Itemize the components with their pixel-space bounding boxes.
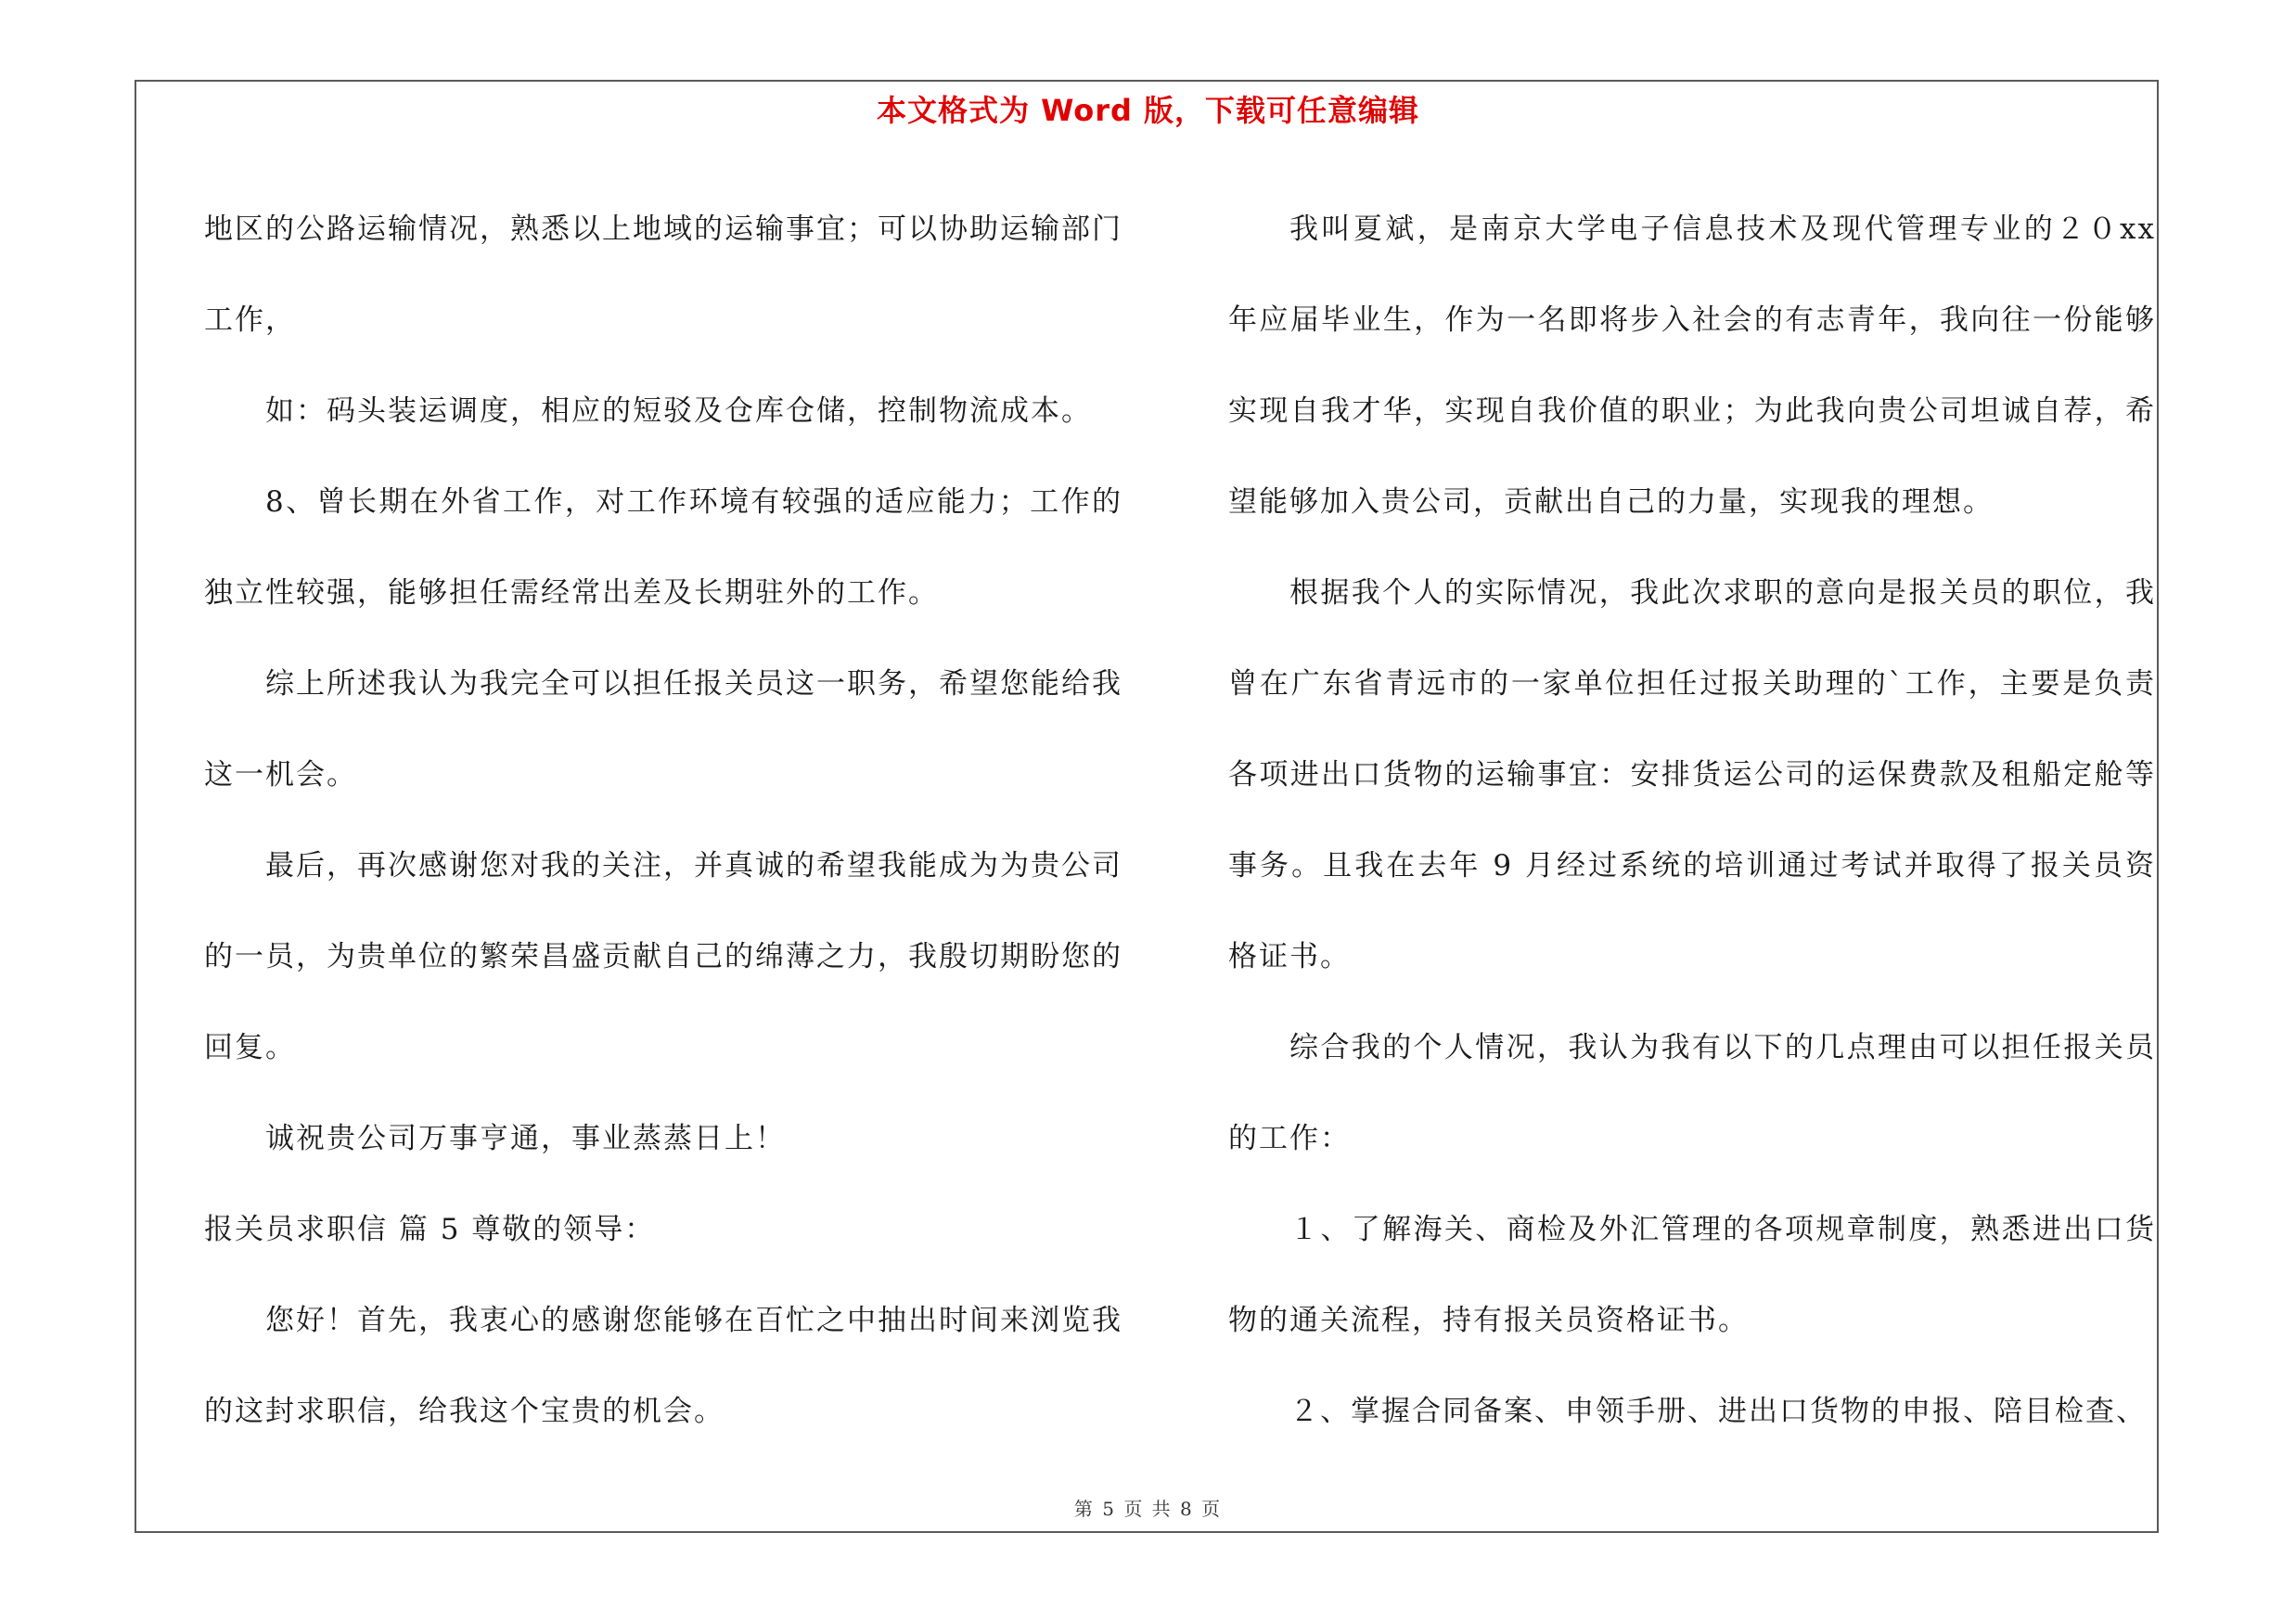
paragraph-dock-logistics: 如：码头装运调度，相应的短驳及仓库仓储，控制物流成本。: [265, 394, 1092, 428]
word-format-banner: 本文格式为 Word 版，下载可任意编辑: [876, 93, 1420, 128]
section-title: 报关员求职信 篇 5 尊敬的领导：: [204, 1213, 656, 1246]
paragraph-reasons-intro: 综合我的个人情况，我认为我有以下的几点理由可以担任报关员的工作：: [1228, 1031, 2156, 1155]
paragraph-closing-thanks: 最后，再次感谢您对我的关注，并真诚的希望我能成为为贵公司的一员，为贵单位的繁荣昌盛贡献自己的绵薄之力，我殷切期盼您的回复。: [204, 849, 1122, 1064]
paragraph-reason-2: ２、掌握合同备案、申领手册、进出口货物的申报、陪目检查、: [1289, 1395, 2147, 1428]
right-text-column: [1228, 184, 2156, 1457]
paragraph-job-intention: 根据我个人的实际情况，我此次求职的意向是报关员的职位，我曾在广东省青远市的一家单位担任过报关助理的`工作，主要是负责各项进出口货物的运输事宜：安排货运公司的运保费款及租船定舱等事务。且我在去年 9 月经过系统的培训通过考试并取得了报关员资格证书。: [1228, 576, 2156, 973]
left-text-column: [204, 184, 1122, 1457]
paragraph-point-8: 8、曾长期在外省工作，对工作环境有较强的适应能力；工作的独立性较强，能够担任需经常出差及长期驻外的工作。: [204, 485, 1122, 610]
paragraph-greeting: 您好！首先，我衷心的感谢您能够在百忙之中抽出时间来浏览我的这封求职信，给我这个宝贵的机会。: [204, 1304, 1122, 1428]
paragraph-self-introduction: 我叫夏斌，是南京大学电子信息技术及现代管理专业的２０xx 年应届毕业生，作为一名即将步入社会的有志青年，我向往一份能够实现自我才华，实现自我价值的职业；为此我向贵公司坦诚自荐，希望能够加入贵公司，贡献出自己的力量，实现我的理想。: [1228, 213, 2156, 519]
paragraph-summary: 综上所述我认为我完全可以担任报关员这一职务，希望您能给我这一机会。: [204, 667, 1122, 792]
paragraph-reason-1: １、了解海关、商检及外汇管理的各项规章制度，熟悉进出口货物的通关流程，持有报关员资格证书。: [1228, 1213, 2156, 1337]
page-number: 第 5 页 共 8 页: [1073, 1498, 1223, 1520]
paragraph-transport-experience: 地区的公路运输情况，熟悉以上地域的运输事宜；可以协助运输部门工作，: [204, 213, 1122, 337]
paragraph-best-wishes: 诚祝贵公司万事亨通，事业蒸蒸日上！: [265, 1122, 786, 1155]
